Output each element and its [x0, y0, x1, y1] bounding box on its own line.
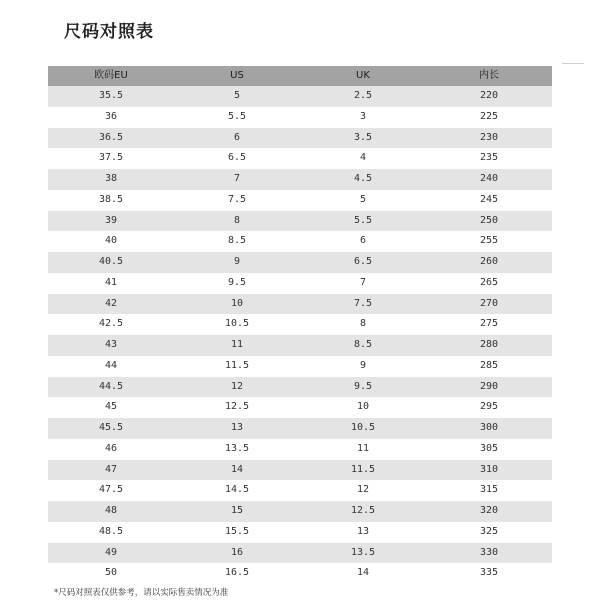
cell-eu: 49: [48, 543, 174, 564]
cell-us: 7.5: [174, 190, 300, 211]
table-row: [48, 563, 552, 584]
header-eu: 欧码EU: [48, 66, 174, 86]
cell-eu: 44: [48, 356, 174, 377]
cell-inner-length: 235: [426, 148, 552, 169]
cell-eu: 38.5: [48, 190, 174, 211]
header-us: US: [174, 66, 300, 86]
cell-uk: 13.5: [300, 543, 426, 564]
cell-inner-length: 300: [426, 418, 552, 439]
cell-eu: 47.5: [48, 480, 174, 501]
cell-eu: 42.5: [48, 314, 174, 335]
cell-us: 12: [174, 377, 300, 398]
cell-uk: 12: [300, 480, 426, 501]
size-chart-table: [48, 66, 552, 584]
cell-us: 11: [174, 335, 300, 356]
cell-us: 16.5: [174, 563, 300, 584]
cell-uk: 8.5: [300, 335, 426, 356]
cell-uk: 5.5: [300, 211, 426, 232]
header-inner-length: 内长: [426, 66, 552, 86]
cell-inner-length: 330: [426, 543, 552, 564]
cell-inner-length: 270: [426, 294, 552, 315]
cell-us: 13.5: [174, 439, 300, 460]
table-row: [48, 418, 552, 439]
cell-uk: 11: [300, 439, 426, 460]
table-row: [48, 190, 552, 211]
cell-uk: 10: [300, 397, 426, 418]
cell-inner-length: 230: [426, 128, 552, 149]
cell-uk: 7: [300, 273, 426, 294]
cell-uk: 5: [300, 190, 426, 211]
table-row: [48, 107, 552, 128]
cell-us: 8.5: [174, 231, 300, 252]
cell-inner-length: 320: [426, 501, 552, 522]
cell-eu: 41: [48, 273, 174, 294]
table-row: [48, 294, 552, 315]
cell-uk: 8: [300, 314, 426, 335]
cell-us: 7: [174, 169, 300, 190]
cell-eu: 44.5: [48, 377, 174, 398]
cell-uk: 10.5: [300, 418, 426, 439]
cell-inner-length: 315: [426, 480, 552, 501]
cell-inner-length: 275: [426, 314, 552, 335]
cell-us: 14: [174, 460, 300, 481]
cell-us: 15.5: [174, 522, 300, 543]
table-row: [48, 356, 552, 377]
cell-eu: 48: [48, 501, 174, 522]
cell-uk: 3: [300, 107, 426, 128]
cell-eu: 43: [48, 335, 174, 356]
cell-us: 10.5: [174, 314, 300, 335]
table-header-row: [48, 66, 552, 86]
cell-inner-length: 335: [426, 563, 552, 584]
cell-eu: 42: [48, 294, 174, 315]
table-row: [48, 252, 552, 273]
cell-us: 10: [174, 294, 300, 315]
table-row: [48, 543, 552, 564]
cell-inner-length: 240: [426, 169, 552, 190]
cell-us: 11.5: [174, 356, 300, 377]
cell-inner-length: 260: [426, 252, 552, 273]
table-row: [48, 439, 552, 460]
cell-inner-length: 295: [426, 397, 552, 418]
cell-uk: 4: [300, 148, 426, 169]
cell-eu: 38: [48, 169, 174, 190]
cell-uk: 7.5: [300, 294, 426, 315]
cell-uk: 6: [300, 231, 426, 252]
table-row: [48, 128, 552, 149]
table-row: [48, 397, 552, 418]
cell-eu: 35.5: [48, 86, 174, 107]
cell-eu: 46: [48, 439, 174, 460]
cell-eu: 37.5: [48, 148, 174, 169]
cell-inner-length: 310: [426, 460, 552, 481]
disclaimer-note: *尺码对照表仅供参考，请以实际售卖情况为准: [54, 588, 229, 598]
cell-uk: 6.5: [300, 252, 426, 273]
cell-us: 9: [174, 252, 300, 273]
table-row: [48, 169, 552, 190]
cell-eu: 36: [48, 107, 174, 128]
cell-inner-length: 250: [426, 211, 552, 232]
table-row: [48, 314, 552, 335]
cell-inner-length: 225: [426, 107, 552, 128]
cell-us: 9.5: [174, 273, 300, 294]
cell-us: 16: [174, 543, 300, 564]
cell-inner-length: 245: [426, 190, 552, 211]
table-row: [48, 148, 552, 169]
cell-eu: 36.5: [48, 128, 174, 149]
table-row: [48, 501, 552, 522]
cell-uk: 9: [300, 356, 426, 377]
table-row: [48, 377, 552, 398]
cell-eu: 45.5: [48, 418, 174, 439]
cell-eu: 45: [48, 397, 174, 418]
cell-us: 8: [174, 211, 300, 232]
table-row: [48, 86, 552, 107]
cell-us: 13: [174, 418, 300, 439]
table-row: [48, 273, 552, 294]
cell-inner-length: 220: [426, 86, 552, 107]
cell-us: 12.5: [174, 397, 300, 418]
page-title: 尺码对照表: [64, 22, 154, 42]
table-row: [48, 480, 552, 501]
cell-uk: 9.5: [300, 377, 426, 398]
cell-uk: 11.5: [300, 460, 426, 481]
cell-us: 5.5: [174, 107, 300, 128]
header-uk: UK: [300, 66, 426, 86]
cell-us: 6: [174, 128, 300, 149]
cell-uk: 13: [300, 522, 426, 543]
cell-us: 6.5: [174, 148, 300, 169]
cell-uk: 3.5: [300, 128, 426, 149]
table-row: [48, 231, 552, 252]
cell-uk: 14: [300, 563, 426, 584]
cell-inner-length: 325: [426, 522, 552, 543]
cell-uk: 4.5: [300, 169, 426, 190]
cell-inner-length: 290: [426, 377, 552, 398]
table-row: [48, 211, 552, 232]
cell-eu: 39: [48, 211, 174, 232]
cell-us: 5: [174, 86, 300, 107]
cell-inner-length: 255: [426, 231, 552, 252]
cell-us: 14.5: [174, 480, 300, 501]
table-row: [48, 522, 552, 543]
cell-eu: 40: [48, 231, 174, 252]
cell-inner-length: 285: [426, 356, 552, 377]
table-row: [48, 335, 552, 356]
divider: [562, 63, 584, 64]
cell-inner-length: 305: [426, 439, 552, 460]
cell-eu: 40.5: [48, 252, 174, 273]
table-row: [48, 460, 552, 481]
cell-inner-length: 280: [426, 335, 552, 356]
cell-us: 15: [174, 501, 300, 522]
cell-eu: 47: [48, 460, 174, 481]
cell-eu: 48.5: [48, 522, 174, 543]
cell-eu: 50: [48, 563, 174, 584]
cell-inner-length: 265: [426, 273, 552, 294]
cell-uk: 2.5: [300, 86, 426, 107]
cell-uk: 12.5: [300, 501, 426, 522]
